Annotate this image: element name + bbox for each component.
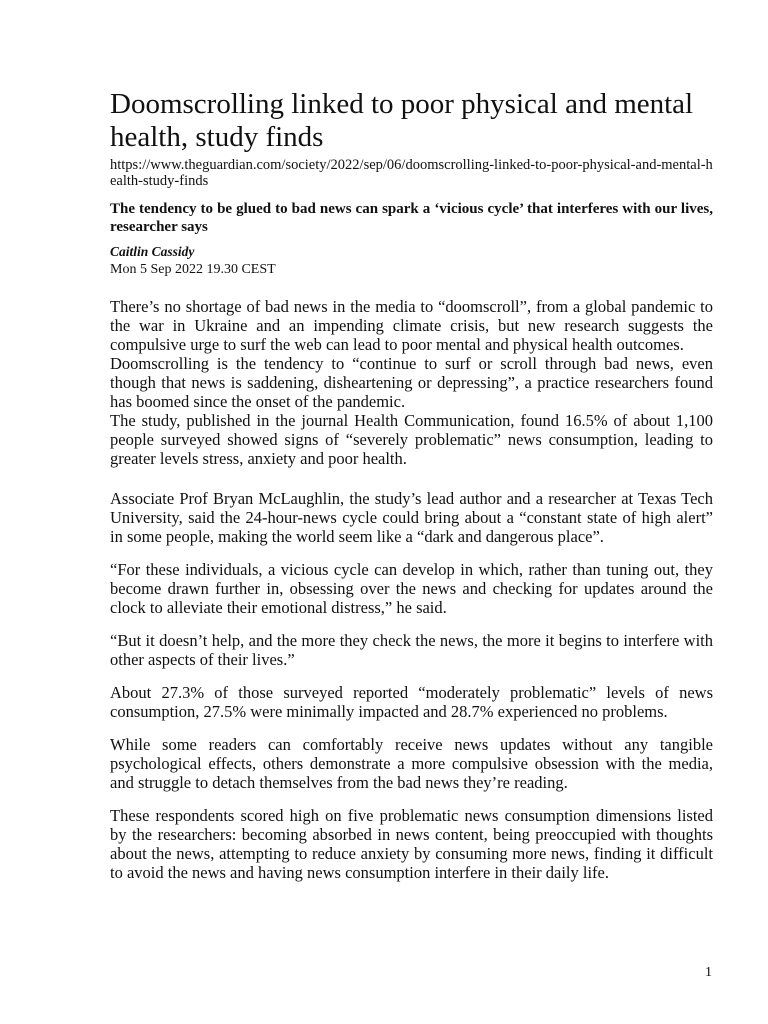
- paragraph-5: “For these individuals, a vicious cycle can develop in which, rather than tuning out, they become drawn further in, obsessing over the news and checking for updates around the clock to alleviate their emotional distress,” he said.: [110, 560, 713, 617]
- paragraph-1: There’s no shortage of bad news in the media to “doomscroll”, from a global pandemic to the war in Ukraine and an impending climate crisis, but new research suggests the compulsive urge to surf the web can lead to poor mental and physical health outcomes.: [110, 297, 713, 354]
- article-date: Mon 5 Sep 2022 19.30 CEST: [110, 262, 276, 277]
- paragraph-2: Doomscrolling is the tendency to “continue to surf or scroll through bad news, even though that news is saddening, disheartening or depressing”, a practice researchers found has boomed since the onset of the pandemic.: [110, 354, 713, 411]
- paragraph-4: Associate Prof Bryan McLaughlin, the study’s lead author and a researcher at Texas Tech University, said the 24-hour-news cycle could bring about a “constant state of high alert” in some people, making the world seem like a “dark and dangerous place”.: [110, 489, 713, 546]
- page-number: 1: [705, 965, 712, 980]
- article-subtitle: The tendency to be glued to bad news can spark a ‘vicious cycle’ that interferes with our lives, researcher says: [110, 201, 713, 235]
- paragraph-9: These respondents scored high on five problematic news consumption dimensions listed by the researchers: becoming absorbed in news content, being preoccupied with thoughts about the news, attempting to reduce anxiety by consuming more news, finding it difficult to avoid the news and having news consumption interfere in their daily life.: [110, 806, 713, 882]
- paragraph-7: About 27.3% of those surveyed reported “moderately problematic” levels of news consumption, 27.5% were minimally impacted and 28.7% experienced no problems.: [110, 683, 713, 721]
- article-url: https://www.theguardian.com/society/2022/sep/06/doomscrolling-linked-to-poor-physical-and-mental-health-study-finds: [110, 157, 713, 189]
- paragraph-8: While some readers can comfortably receive news updates without any tangible psychological effects, others demonstrate a more compulsive obsession with the media, and struggle to detach themselves from the bad news they’re reading.: [110, 735, 713, 792]
- paragraph-6: “But it doesn’t help, and the more they check the news, the more it begins to interfere with other aspects of their lives.”: [110, 631, 713, 669]
- paragraph-3: The study, published in the journal Health Communication, found 16.5% of about 1,100 people surveyed showed signs of “severely problematic” news consumption, leading to greater levels stress, anxiety and poor health.: [110, 411, 713, 468]
- article-author: Caitlin Cassidy: [110, 244, 195, 259]
- article-title: Doomscrolling linked to poor physical and mental health, study finds: [110, 88, 694, 153]
- article-body: [110, 297, 713, 882]
- document-page: [110, 88, 713, 882]
